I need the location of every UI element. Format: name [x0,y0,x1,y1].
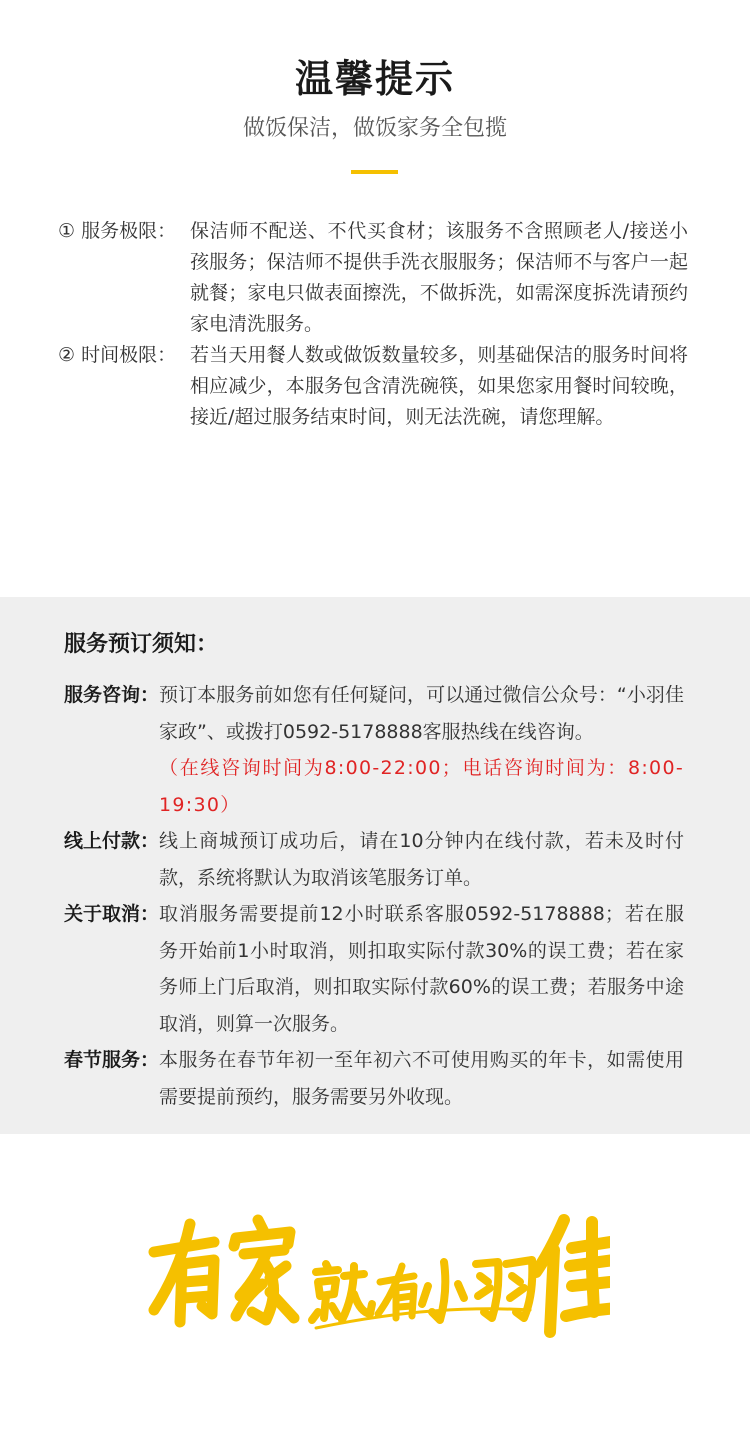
notice-item-cancel [64,896,684,1042]
notice-text: 预订本服务前如您有任何疑问，可以通过微信公众号：“小羽佳家政”、或拨打0592-5178888客服热线在线咨询。 [159,684,684,743]
brand-logo [140,1200,610,1350]
accent-divider [351,170,398,174]
consult-hours-note: （在线咨询时间为8:00-22:00；电话咨询时间为：8:00-19:30） [159,757,684,816]
notice-item-payment [64,823,684,896]
tip-text: 保洁师不配送、不代买食材；该服务不含照顾老人/接送小孩服务；保洁师不提供手洗衣服服务；保洁师不与客户一起就餐；家电只做表面擦洗，不做拆洗，如需深度拆洗请预约家电清洗服务。 [190,220,688,335]
tips-list [58,216,688,433]
page-title: 温馨提示 [294,57,455,101]
booking-notice-panel [0,597,750,1134]
tip-item-service-limit [58,216,688,340]
notice-label: 线上付款： [64,830,160,852]
tip-item-time-limit [58,340,688,433]
notice-label: 春节服务： [64,1049,160,1071]
notice-text: 本服务在春节年初一至年初六不可使用购买的年卡，如需使用需要提前预约，服务需要另外收现。 [159,1049,684,1108]
notice-item-consult [64,677,684,823]
notice-text: 取消服务需要提前12小时联系客服0592-5178888；若在服务开始前1小时取消，则扣取实际付款30%的误工费；若在家务师上门后取消，则扣取实际付款60%的误工费；若服务中途取消，则算一次服务。 [159,903,684,1035]
notice-label: 服务咨询： [64,684,160,706]
notice-text: 线上商城预订成功后，请在10分钟内在线付款，若未及时付款，系统将默认为取消该笔服务订单。 [159,830,684,889]
notice-label: 关于取消： [64,903,160,925]
notice-list [64,677,684,1115]
page-subtitle: 做饭保洁，做饭家务全包揽 [242,116,507,141]
tip-text: 若当天用餐人数或做饭数量较多，则基础保洁的服务时间将相应减少，本服务包含清洗碗筷，如果您家用餐时间较晚，接近/超过服务结束时间，则无法洗碗，请您理解。 [190,344,688,428]
notice-title: 服务预订须知： [64,632,219,657]
tip-label: ① 服务极限： [58,220,177,242]
tip-label: ② 时间极限： [58,344,177,366]
notice-item-spring-festival [64,1042,684,1115]
